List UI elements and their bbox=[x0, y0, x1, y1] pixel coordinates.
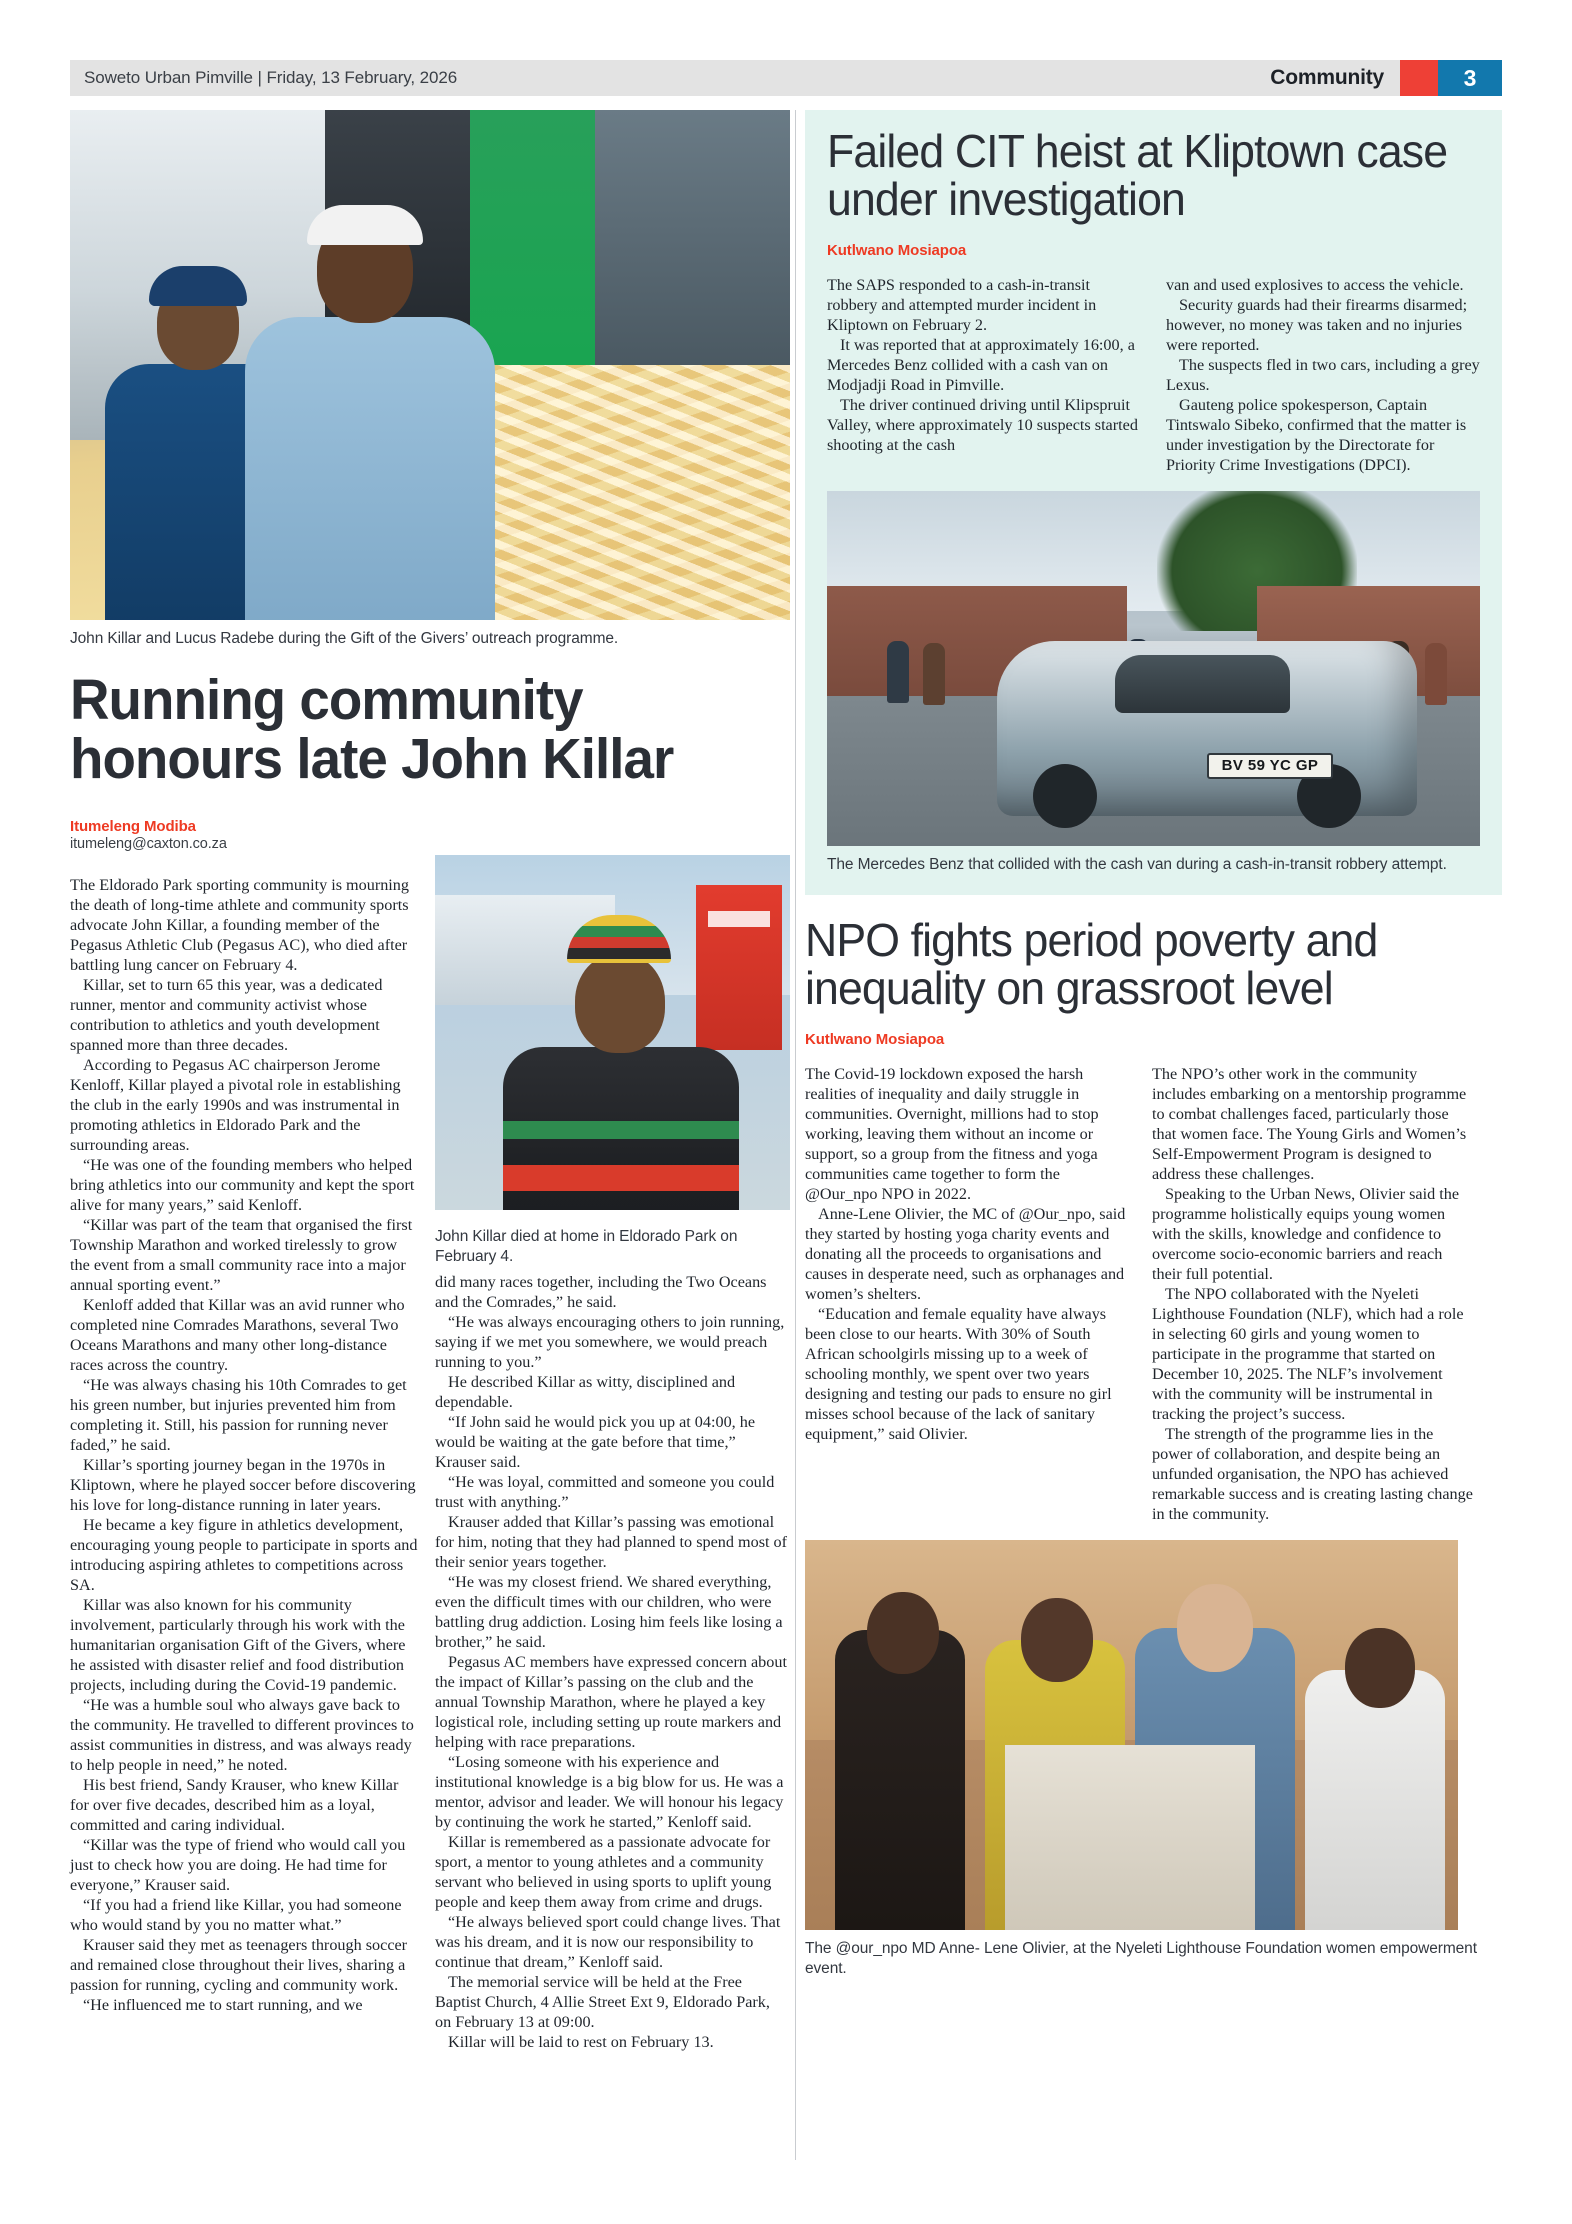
crash-photo-windshield bbox=[1115, 655, 1290, 713]
cit-column-one bbox=[827, 275, 1141, 475]
body-paragraph: “He was loyal, committed and someone you could trust with anything.” bbox=[435, 1473, 775, 1511]
body-paragraph: The NPO collaborated with the Nyeleti Lighthouse Foundation (NLF), which had a role in selecting 60 girls and young women to participate in the programme that started on December 10, 2025. The NLF’s involvement with the community will be instrumental in tracking the project’s success. bbox=[1152, 1284, 1464, 1423]
photo-person-right bbox=[245, 205, 495, 620]
page-number-badge: 3 bbox=[1438, 60, 1502, 96]
portrait-jacket-stripe-red bbox=[503, 1165, 739, 1191]
body-paragraph: Security guards had their firearms disarmed; however, no money was taken and no injuries were reported. bbox=[1166, 295, 1468, 354]
body-paragraph: The Covid-19 lockdown exposed the harsh realities of inequality and daily struggle in communities. Overnight, millions had to stop working, leaving them without an income or support, so a group from the fitness and yoga communities came together to form the @Our_npo NPO in 2022. bbox=[805, 1064, 1099, 1203]
left-region bbox=[70, 110, 790, 791]
masthead-bar bbox=[70, 60, 1502, 96]
body-paragraph: The memorial service will be held at the Free Baptist Church, 4 Allie Street Ext 9, Eldorado Park, on February 13 at 09:00. bbox=[435, 1973, 770, 2031]
body-paragraph: Speaking to the Urban News, Olivier said the programme holistically equips young women with the skills, knowledge and confidence to overcome socio-economic barriers and reach their full potential. bbox=[1152, 1184, 1460, 1283]
portrait-person-beanie bbox=[567, 915, 671, 963]
body-paragraph: “He was always encouraging others to join running, saying if we met you somewhere, we would preach running to you.” bbox=[435, 1313, 785, 1371]
body-paragraph: Anne-Lene Olivier, the MC of @Our_npo, said they started by hosting yoga charity events and donating all the proceeds to organisations and causes in desperate need, such as orphanages and women’s shelters. bbox=[805, 1204, 1126, 1303]
crash-photo-bystander bbox=[923, 643, 945, 705]
body-paragraph: “He was a humble soul who always gave back to the community. He travelled to different provinces to assist communities in distress, and was always ready to help people in need,” he noted. bbox=[70, 1696, 414, 1774]
lead-column-two bbox=[435, 1272, 790, 2052]
body-paragraph: Krauser said they met as teenagers through soccer and remained close throughout their lives, sharing a passion for running, cycling and community work. bbox=[70, 1936, 408, 1994]
event-photo-head-1 bbox=[867, 1592, 939, 1674]
portrait-person-head bbox=[575, 953, 665, 1053]
crash-photo-bystander bbox=[887, 641, 909, 703]
body-paragraph: “Losing someone with his experience and institutional knowledge is a big blow for us. He was a mentor, advisor and leader. We will honour his legacy by continuing the work he started,” Kenloff said. bbox=[435, 1753, 784, 1831]
body-paragraph: “Killar was part of the team that organised the first Township Marathon and worked tirelessly to grow the event from a small community race into a major annual sporting event.” bbox=[70, 1216, 413, 1294]
lead-headline: Running community honours late John Killar bbox=[70, 668, 674, 791]
event-photo-head-2 bbox=[1021, 1598, 1093, 1682]
event-photo-podium bbox=[1005, 1745, 1255, 1930]
npo-byline-name: Kutlwano Mosiapoa bbox=[805, 1030, 945, 1048]
body-paragraph: Pegasus AC members have expressed concern about the impact of Killar’s passing on the club and the annual Township Marathon, where he played a key logistical role, including setting up route markers and helping with race preparations. bbox=[435, 1653, 787, 1751]
body-paragraph: The SAPS responded to a cash-in-transit robbery and attempted murder incident in Kliptown on February 2. bbox=[827, 275, 1097, 334]
body-paragraph: The Eldorado Park sporting community is mourning the death of long-time athlete and community sports advocate John Killar, a founding member of the Pegasus Athletic Club (Pegasus AC), who died after battling lung cancer on February 4. bbox=[70, 876, 409, 974]
cit-article bbox=[805, 110, 1502, 895]
licence-plate: BV 59 YC GP bbox=[1207, 753, 1333, 779]
body-paragraph: “Education and female equality have always been close to our hearts. With 30% of South African schoolgirls missing up to a week of schooling monthly, we spent over two years designing and testing our pads to ensure no girl misses school because of the lack of sanitary equipment,” said Olivier. bbox=[805, 1304, 1112, 1443]
crash-photo-mercedes bbox=[997, 641, 1417, 816]
event-photo-head-3 bbox=[1177, 1584, 1253, 1672]
crash-photo-caption: The Mercedes Benz that collided with the cash van during a cash-in-transit robbery attempt. bbox=[827, 855, 1447, 873]
body-paragraph: According to Pegasus AC chairperson Jerome Kenloff, Killar played a pivotal role in establishing the club in the early 1990s and was instrumental in promoting athletics in Eldorado Park and the surrounding areas. bbox=[70, 1056, 401, 1154]
body-paragraph: The NPO’s other work in the community includes embarking on a mentorship programme to combat challenges faced, particularly those that women face. The Young Girls and Women’s Self-Empowerment Program is designed to address these challenges. bbox=[1152, 1064, 1467, 1183]
body-paragraph: Killar, set to turn 65 this year, was a dedicated runner, mentor and community activist whose contribution to athletics and youth development spanned more than three decades. bbox=[70, 976, 383, 1054]
photo-person-right-body bbox=[245, 317, 495, 620]
body-paragraph: Kenloff added that Killar was an avid runner who completed nine Comrades Marathons, several Two Oceans Marathons and many other long-distance races across the country. bbox=[70, 1296, 405, 1374]
body-paragraph: Killar is remembered as a passionate advocate for sport, a mentor to young athletes and a community servant who believed in using sports to uplift young people and keep them away from crime and drugs. bbox=[435, 1833, 772, 1911]
event-photo bbox=[805, 1540, 1458, 1930]
body-paragraph: “He was one of the founding members who helped bring athletics into our community and kept the sport alive for many years,” said Kenloff. bbox=[70, 1156, 415, 1214]
event-photo-head-4 bbox=[1345, 1628, 1415, 1708]
body-paragraph: “He always believed sport could change lives. That was his dream, and it is now our responsibility to continue that dream,” Kenloff said. bbox=[435, 1913, 781, 1971]
portrait-person bbox=[495, 915, 745, 1210]
npo-column-two bbox=[1152, 1064, 1474, 1524]
cit-byline-name: Kutlwano Mosiapoa bbox=[827, 241, 967, 259]
npo-article bbox=[805, 914, 1502, 1980]
masthead-right-group bbox=[1270, 60, 1502, 96]
cit-body-columns bbox=[827, 275, 1480, 475]
event-photo-woman-4 bbox=[1305, 1670, 1445, 1930]
body-paragraph: did many races together, including the Two Oceans and the Comrades,” he said. bbox=[435, 1273, 767, 1311]
lead-photo-caption: John Killar and Lucus Radebe during the Gift of the Givers’ outreach programme. bbox=[70, 630, 619, 647]
section-label: Community bbox=[1270, 66, 1384, 89]
portrait-photo bbox=[435, 855, 790, 1210]
body-paragraph: Krauser added that Killar’s passing was emotional for him, noting that they had planned to spend most of their senior years together. bbox=[435, 1513, 788, 1571]
npo-headline: NPO fights period poverty and inequality on grassroot level bbox=[805, 914, 1378, 1014]
body-paragraph: Killar’s sporting journey began in the 1970s in Kliptown, where he played soccer before discovering his love for long-distance running in later years. bbox=[70, 1456, 416, 1514]
body-paragraph: The suspects fled in two cars, including a grey Lexus. bbox=[1166, 355, 1480, 394]
npo-column-one bbox=[805, 1064, 1127, 1524]
lead-byline-name: Itumeleng Modiba bbox=[70, 818, 196, 835]
crash-photo-wheel bbox=[1033, 764, 1097, 828]
body-paragraph: Killar was also known for his community involvement, particularly through his work with the humanitarian organisation Gift of the Givers, where he assisted with disaster relief and food distribution projects, including during the Covid-19 pandemic. bbox=[70, 1596, 406, 1694]
event-photo-caption: The @our_npo MD Anne- Lene Olivier, at the Nyeleti Lighthouse Foundation women empowerment event. bbox=[805, 1939, 1477, 1978]
body-paragraph: “If John said he would pick you up at 04:00, he would be waiting at the gate before that time,” Krauser said. bbox=[435, 1413, 756, 1471]
lead-photo bbox=[70, 110, 790, 620]
column-divider bbox=[795, 110, 796, 2160]
publication-line: Soweto Urban Pimville | Friday, 13 February, 2026 bbox=[84, 68, 458, 87]
red-accent-block bbox=[1400, 60, 1438, 96]
cit-headline: Failed CIT heist at Kliptown case under investigation bbox=[827, 125, 1448, 225]
body-paragraph: He described Killar as witty, disciplined and dependable. bbox=[435, 1373, 736, 1411]
body-paragraph: “He was always chasing his 10th Comrades to get his green number, but injuries prevented him from completing it. Still, his passion for running never faded,” he said. bbox=[70, 1376, 407, 1454]
body-paragraph: He became a key figure in athletics development, encouraging young people to participate in sports and introducing aspiring athletes to competitions across SA. bbox=[70, 1516, 418, 1594]
body-paragraph: “If you had a friend like Killar, you had someone who would stand by you no matter what.” bbox=[70, 1896, 402, 1934]
body-paragraph: Gauteng police spokesperson, Captain Tintswalo Sibeko, confirmed that the matter is under investigation by the Directorate for Priority Crime Investigations (DPCI). bbox=[1166, 395, 1467, 474]
lead-byline-email: itumeleng@caxton.co.za bbox=[70, 836, 227, 852]
photo-person-right-cap bbox=[307, 205, 423, 245]
right-region bbox=[805, 110, 1502, 1980]
portrait-caption: John Killar died at home in Eldorado Park on February 4. bbox=[435, 1228, 738, 1266]
photo-person-left-cap bbox=[149, 266, 247, 306]
body-paragraph: “Killar was the type of friend who would call you just to check how you are doing. He had time for everyone,” Krauser said. bbox=[70, 1836, 406, 1894]
npo-body-columns bbox=[805, 1064, 1502, 1524]
body-paragraph: His best friend, Sandy Krauser, who knew Killar for over five decades, described him as a loyal, committed and caring individual. bbox=[70, 1776, 399, 1834]
body-paragraph: The strength of the programme lies in the power of collaboration, and despite being an unfunded organisation, the NPO has achieved remarkable success and is creating lasting change in the community. bbox=[1152, 1424, 1473, 1523]
crash-photo bbox=[827, 491, 1480, 846]
lead-column-one bbox=[70, 875, 420, 2015]
cit-column-two bbox=[1166, 275, 1480, 475]
crash-photo-bystander bbox=[1425, 643, 1447, 705]
body-paragraph: van and used explosives to access the vehicle. bbox=[1166, 275, 1464, 294]
body-paragraph: Killar will be laid to rest on February 13. bbox=[448, 2033, 714, 2051]
portrait-jacket-stripe-green bbox=[503, 1121, 739, 1139]
event-photo-woman-1 bbox=[835, 1630, 965, 1930]
body-paragraph: It was reported that at approximately 16:00, a Mercedes Benz collided with a cash van on Modjadji Road in Pimville. bbox=[827, 335, 1135, 394]
body-paragraph: “He was my closest friend. We shared everything, even the difficult times with our children, who were battling drug addiction. Losing him feels like losing a brother,” he said. bbox=[435, 1573, 783, 1651]
body-paragraph: The driver continued driving until Klipspruit Valley, where approximately 10 suspects started shooting at the cash bbox=[827, 395, 1138, 454]
body-paragraph: “He influenced me to start running, and we bbox=[83, 1996, 363, 2014]
lead-byline bbox=[70, 818, 420, 852]
